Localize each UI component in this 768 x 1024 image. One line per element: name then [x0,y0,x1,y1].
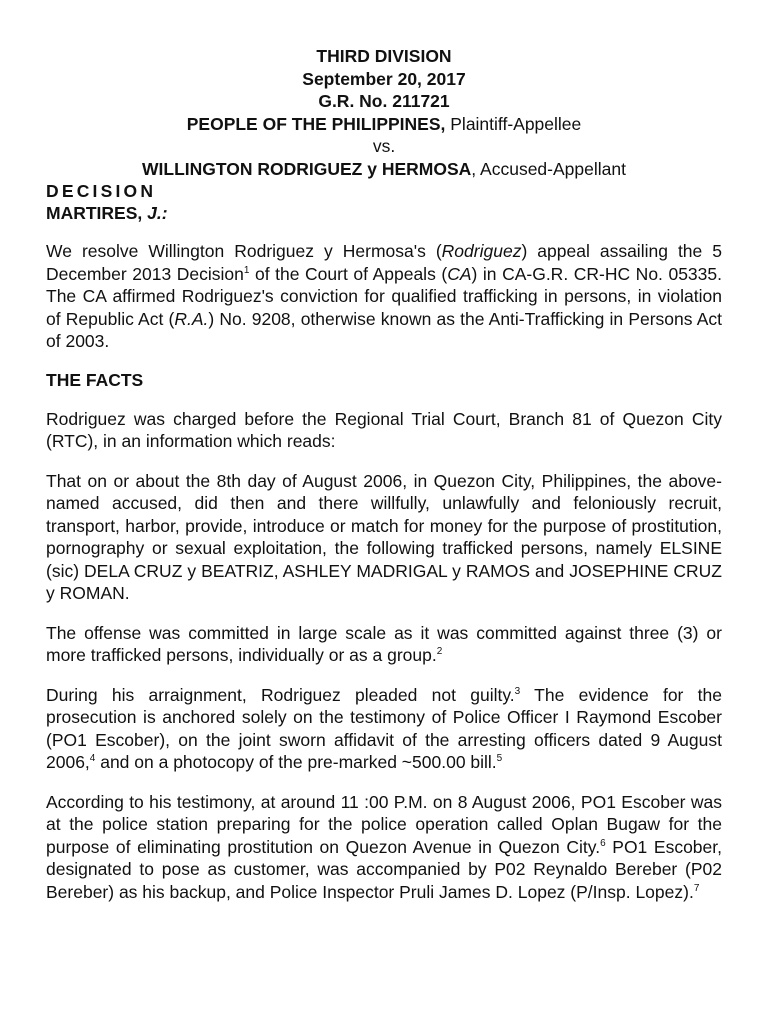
accused-line [46,158,722,181]
para5-text-2: The evidence for the prosecution is anchored solely on the testimony of Police Officer I Raymond Escober (PO1 Escober), on the joint sworn affidavit of the arresting officers dated 9 August 2006, [46,684,722,772]
accused-role: , Accused-Appellant [471,158,626,179]
para5-text-1: During his arraignment, Rodriguez pleaded not guilty. [46,684,515,705]
para6-text-1: According to his testimony, at around 11 :00 P.M. on 8 August 2006, PO1 Escober was at the police station preparing for the police operation called Oplan Bugaw for the purpose of eliminating prostitution on Quezon Avenue in Quezon City. [46,791,722,857]
para1-text-1: We resolve Willington Rodriguez y Hermosa's ( [46,241,442,261]
ponente-suffix: J.: [147,203,168,223]
footnote-ref-7: 7 [693,882,700,894]
para1-italic-2: CA [447,263,472,284]
footnote-ref-3: 3 [514,685,521,697]
footnote-ref-4: 4 [89,753,96,765]
para1-text-5: ) No. 9208, otherwise known as the Anti-Trafficking in Persons Act of 2003. [46,308,722,351]
decision-label: DECISION [46,181,157,201]
para1-text-3: of the Court of Appeals ( [249,263,448,284]
para4-text: The offense was committed in large scale as it was committed against three (3) or more trafficked persons, individually or as a group. [46,622,722,665]
para1-text-4: ) in CA-G.R. CR-HC No. 05335. The CA affirmed Rodriguez's conviction for qualified trafficking in persons, in violation of Republic Act ( [46,263,722,329]
paragraph-6 [46,791,722,904]
paragraph-2: Rodriguez was charged before the Regional Trial Court, Branch 81 of Quezon City (RTC), in an information which reads: [46,408,722,451]
plaintiff-line [46,113,722,136]
plaintiff-role: Plaintiff-Appellee [445,113,582,134]
facts-heading: THE FACTS [46,369,144,390]
para6-text-2: PO1 Escober, designated to pose as customer, was accompanied by P02 Reynaldo Bereber (P02 Bereber) as his backup, and Police Inspector Pruli James D. Lopez (P/Insp. Lopez). [46,836,723,902]
para1-italic-1: Rodriguez [441,241,522,261]
plaintiff-name: PEOPLE OF THE PHILIPPINES, [186,113,446,134]
para1-text-2: ) appeal assailing the 5 December 2013 Decision [46,241,723,284]
ponente [46,202,722,224]
footnote-ref-1: 1 [243,264,250,276]
footnote-ref-6: 6 [600,837,606,849]
paragraph-5 [46,684,722,774]
paragraph-1 [46,240,722,353]
decision-date: September 20, 2017 [302,68,466,89]
ponente-name: MARTIRES, [46,203,148,223]
paragraph-4 [46,622,722,667]
versus-label: vs. [372,136,396,156]
para1-italic-3: R.A. [174,308,209,329]
paragraph-3: That on or about the 8th day of August 2006, in Quezon City, Philippines, the above-named accused, did then and there willfully, unlawfully and feloniously recruit, transport, harbor, provide, introduce or match for money for the purpose of prostitution, pornography or sexual exploitation, the following trafficked persons, namely ELSINE (sic) DELA CRUZ y BEATRIZ, ASHLEY MADRIGAL y RAMOS and JOSEPHINE CRUZ y ROMAN. [46,470,722,603]
para5-text-3: and on a photocopy of the pre-marked ~500.00 bill. [95,752,497,772]
case-header [46,0,722,180]
footnote-ref-5: 5 [496,753,503,765]
division-label: THIRD DIVISION [316,46,452,66]
accused-name: WILLINGTON RODRIGUEZ y HERMOSA [142,158,472,179]
gr-number: G.R. No. 211721 [318,91,450,111]
footnote-ref-2: 2 [436,646,443,658]
